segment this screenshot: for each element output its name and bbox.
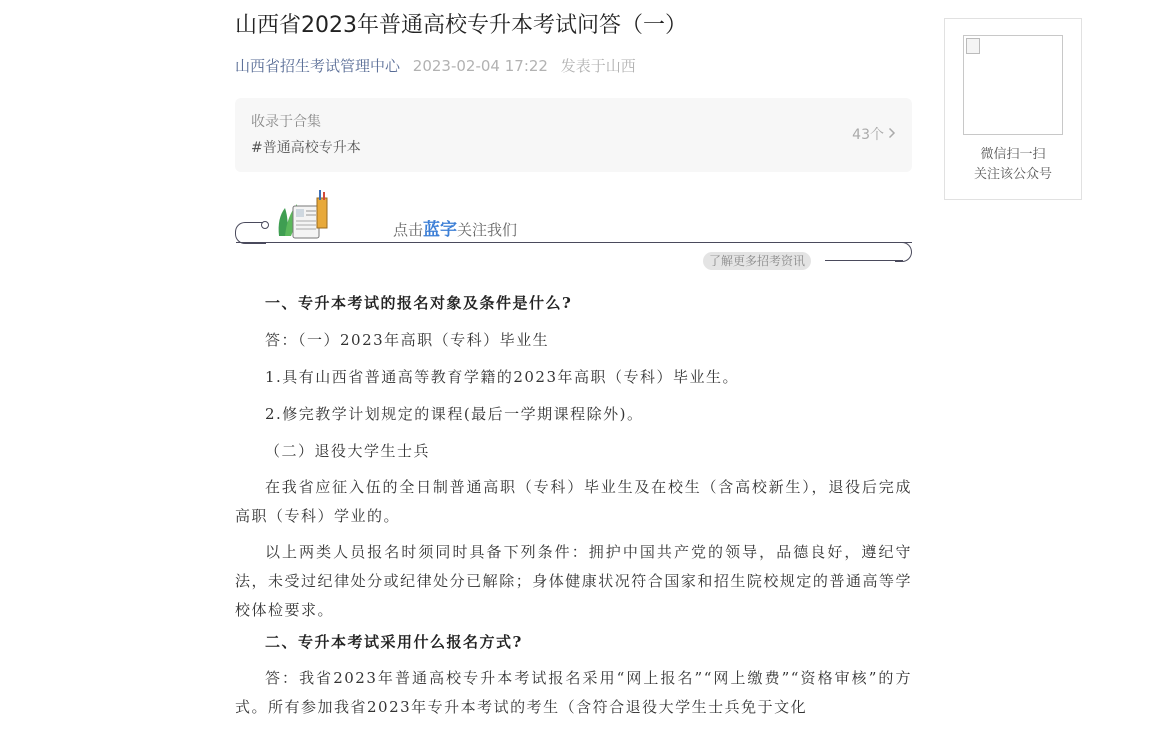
follow-suffix: 关注我们 xyxy=(457,221,518,239)
collection-count[interactable] xyxy=(852,125,896,145)
answer-1-line-1: 答：（一）2023年高职（专科）毕业生 xyxy=(265,331,550,349)
answer-1-line-4: （二）退役大学生士兵 xyxy=(265,442,431,460)
banner-dot xyxy=(261,221,269,229)
qr-caption-line-2: 关注该公众号 xyxy=(973,167,1052,182)
banner-line xyxy=(236,242,912,243)
question-2: 二、专升本考试采用什么报名方式? xyxy=(265,633,523,651)
collection-card[interactable] xyxy=(235,98,912,172)
banner-line-bottom xyxy=(825,260,903,261)
article-meta xyxy=(235,56,912,76)
follow-blue-text: 蓝字 xyxy=(423,220,458,240)
answer-2-para-1: 答：我省2023年普通高校专升本考试报名采用“网上报名”“网上缴费”“资格审核”的方式。所有参加我省2023年专升本考试的考生（含符合退役大学生士兵免于文化 xyxy=(235,669,912,716)
follow-prompt[interactable] xyxy=(393,220,517,240)
banner-line-end xyxy=(895,242,912,262)
broken-image-icon xyxy=(966,38,980,54)
answer-1-line-3: 2.修完教学计划规定的课程(最后一学期课程除外)。 xyxy=(265,405,644,423)
collection-count-text: 43个 xyxy=(852,127,884,143)
author-link[interactable]: 山西省招生考试管理中心 xyxy=(235,57,401,75)
collection-label: 收录于合集 xyxy=(251,114,321,130)
answer-1-line-2: 1.具有山西省普通高等教育学籍的2023年高职（专科）毕业生。 xyxy=(265,368,739,386)
chevron-right-icon xyxy=(888,125,896,145)
publish-date: 2023-02-04 17:22 xyxy=(412,57,548,75)
follow-prefix: 点击 xyxy=(393,221,424,239)
qr-panel xyxy=(944,18,1082,200)
article xyxy=(235,0,912,722)
qr-caption xyxy=(945,145,1081,185)
article-body xyxy=(235,288,912,722)
answer-1-para-2: 以上两类人员报名时须同时具备下列条件：拥护中国共产党的领导，品德良好，遵纪守法，未受过纪律处分或纪律处分已解除；身体健康状况符合国家和招生院校规定的普通高等学校体检要求。 xyxy=(235,543,912,619)
follow-banner xyxy=(235,190,912,274)
publish-location: 发表于山西 xyxy=(560,57,636,75)
collection-tag[interactable]: #普通高校专升本 xyxy=(251,140,361,156)
qr-code-broken-image-icon xyxy=(963,35,1063,135)
question-1: 一、专升本考试的报名对象及条件是什么? xyxy=(265,294,573,312)
books-illustration-icon xyxy=(275,190,331,242)
more-info-pill: 了解更多招考资讯 xyxy=(703,252,811,270)
qr-caption-line-1: 微信扫一扫 xyxy=(980,147,1046,162)
page-title: 山西省2023年普通高校专升本考试问答（一） xyxy=(235,13,687,38)
answer-1-para-1: 在我省应征入伍的全日制普通高职（专科）毕业生及在校生（含高校新生），退役后完成高职（专科）学业的。 xyxy=(235,478,912,525)
